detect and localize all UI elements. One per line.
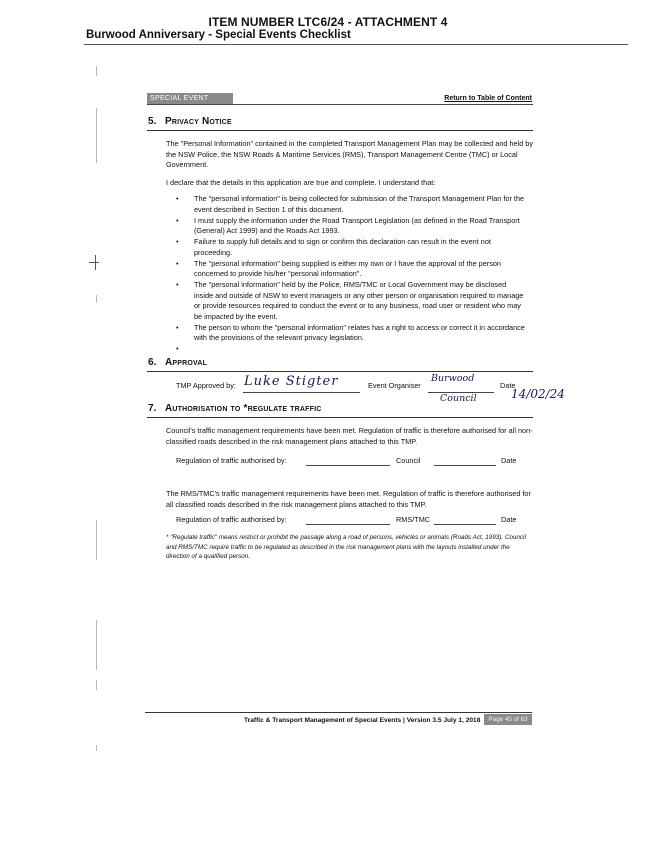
- list-item: • Failure to supply full details and to sign or confirm this declaration can result in the event not proceeding.: [176, 237, 491, 257]
- event-organiser-value-line1: Burwood: [431, 373, 475, 384]
- approval-date-value: 14/02/24: [511, 387, 565, 401]
- rms-authorisation-paragraph: The RMS/TMC's traffic management requirements have been met. Regulation of traffic is therefore authorised for all classified roads described in the risk management plans attached to this TMP.: [166, 489, 531, 509]
- event-organiser-label: Event Organiser: [368, 381, 421, 390]
- section-6-heading: [148, 357, 207, 368]
- scan-margin-mark: [96, 520, 97, 560]
- rms-signature-line: [306, 524, 390, 525]
- section-number: 7.: [148, 403, 157, 414]
- scan-margin-mark: [96, 108, 97, 163]
- council-label: Council: [396, 456, 421, 465]
- tmp-approved-signature: Luke Stigter: [244, 374, 339, 389]
- rms-regulation-label: Regulation of traffic authorised by:: [176, 515, 287, 524]
- event-organiser-value-line2: Council: [440, 393, 477, 404]
- council-regulation-label: Regulation of traffic authorised by:: [176, 456, 287, 465]
- list-item: • The "personal information" is being collected for submission of the Transport Management Plan for the event described in Section 1 of this document.: [176, 194, 525, 214]
- council-date-label: Date: [501, 456, 517, 465]
- tmp-approved-line: [243, 392, 360, 393]
- privacy-bullet-list: [166, 194, 526, 355]
- header-divider: [84, 44, 628, 45]
- council-authorisation-paragraph: Council's traffic management requirements have been met. Regulation of traffic is therefore authorised for all non-classified roads described in the risk management plans attached to this TMP.: [166, 426, 533, 446]
- scan-margin-mark: [96, 295, 97, 303]
- section-title: Approval: [165, 357, 208, 368]
- regulate-traffic-footnote: * "Regulate traffic" means restrict or prohibit the passage along a road of persons, vehicles or animals (Roads Act, 1993). Council and RMS/TMC require traffic to be regulated as described in the risk management plans with the layouts installed under the direction of a qualified person.: [166, 534, 526, 561]
- list-item: • The "personal information" held by the Police, RMS/TMC or Local Government may be disclosed inside and outside of NSW to event managers or any other person or organisation required to manage or provide resources required to conduct the event or to any business, road user or resident who may be impacted by the event.: [176, 280, 524, 321]
- guide-divider: [147, 104, 533, 105]
- footer-divider: [145, 712, 532, 713]
- scan-margin-mark: [96, 620, 97, 670]
- page-number-badge: Page 45 of 63: [484, 714, 532, 725]
- section-7-heading: [148, 403, 322, 414]
- privacy-paragraph-2: I declare that the details in this application are true and complete. I understand that:: [166, 178, 436, 187]
- section-number: 5.: [148, 116, 157, 127]
- scan-margin-mark: [89, 262, 99, 263]
- special-event-guide-badge: SPECIAL EVENT GUIDE: [147, 93, 233, 104]
- footer-text: Traffic & Transport Management of Special Events | Version 3.5 July 1, 2018: [244, 717, 481, 724]
- council-signature-line: [306, 465, 390, 466]
- section-title: Authorisation to *regulate traffic: [165, 403, 322, 414]
- section-number: 6.: [148, 357, 157, 368]
- tmp-approved-label: TMP Approved by:: [176, 381, 236, 390]
- section-5-heading: [148, 116, 232, 127]
- scan-margin-mark: [96, 745, 97, 751]
- rms-date-line: [434, 524, 496, 525]
- council-date-line: [434, 465, 496, 466]
- rms-tmc-label: RMS/TMC: [396, 515, 431, 524]
- rms-date-label: Date: [501, 515, 517, 524]
- section-5-divider: [147, 130, 533, 131]
- scan-margin-mark: [96, 66, 97, 76]
- section-7-divider: [147, 417, 533, 418]
- checklist-subtitle: Burwood Anniversary - Special Events Checklist: [86, 29, 351, 41]
- list-item: • The "personal information" being supplied is either my own or I have the approval of the person concerned to provide his/her "personal information".: [176, 258, 501, 278]
- list-item: •: [176, 344, 179, 353]
- list-item: • The person to whom the "personal information" relates has a right to access or correct it in accordance with the provisions of the relevant privacy legislation.: [176, 322, 525, 342]
- list-item: • I must supply the information under the Road Transport Legislation (as defined in the Road Transport (General) Act 1999) and the Roads Act 1993.: [176, 215, 520, 235]
- scan-margin-mark: [96, 680, 97, 690]
- return-to-toc-link[interactable]: Return to Table of Content: [444, 95, 532, 102]
- privacy-paragraph-1: The "Personal Information" contained in the completed Transport Management Plan may be collected and held by the NSW Police, the NSW Roads & Maritime Services (RMS), Transport Management Centre (TMC) or Local Government.: [166, 139, 533, 170]
- item-number-title: ITEM NUMBER LTC6/24 - ATTACHMENT 4: [208, 15, 448, 29]
- section-6-divider: [147, 371, 533, 372]
- section-title: Privacy Notice: [165, 116, 232, 127]
- approval-date-label: Date: [500, 381, 516, 390]
